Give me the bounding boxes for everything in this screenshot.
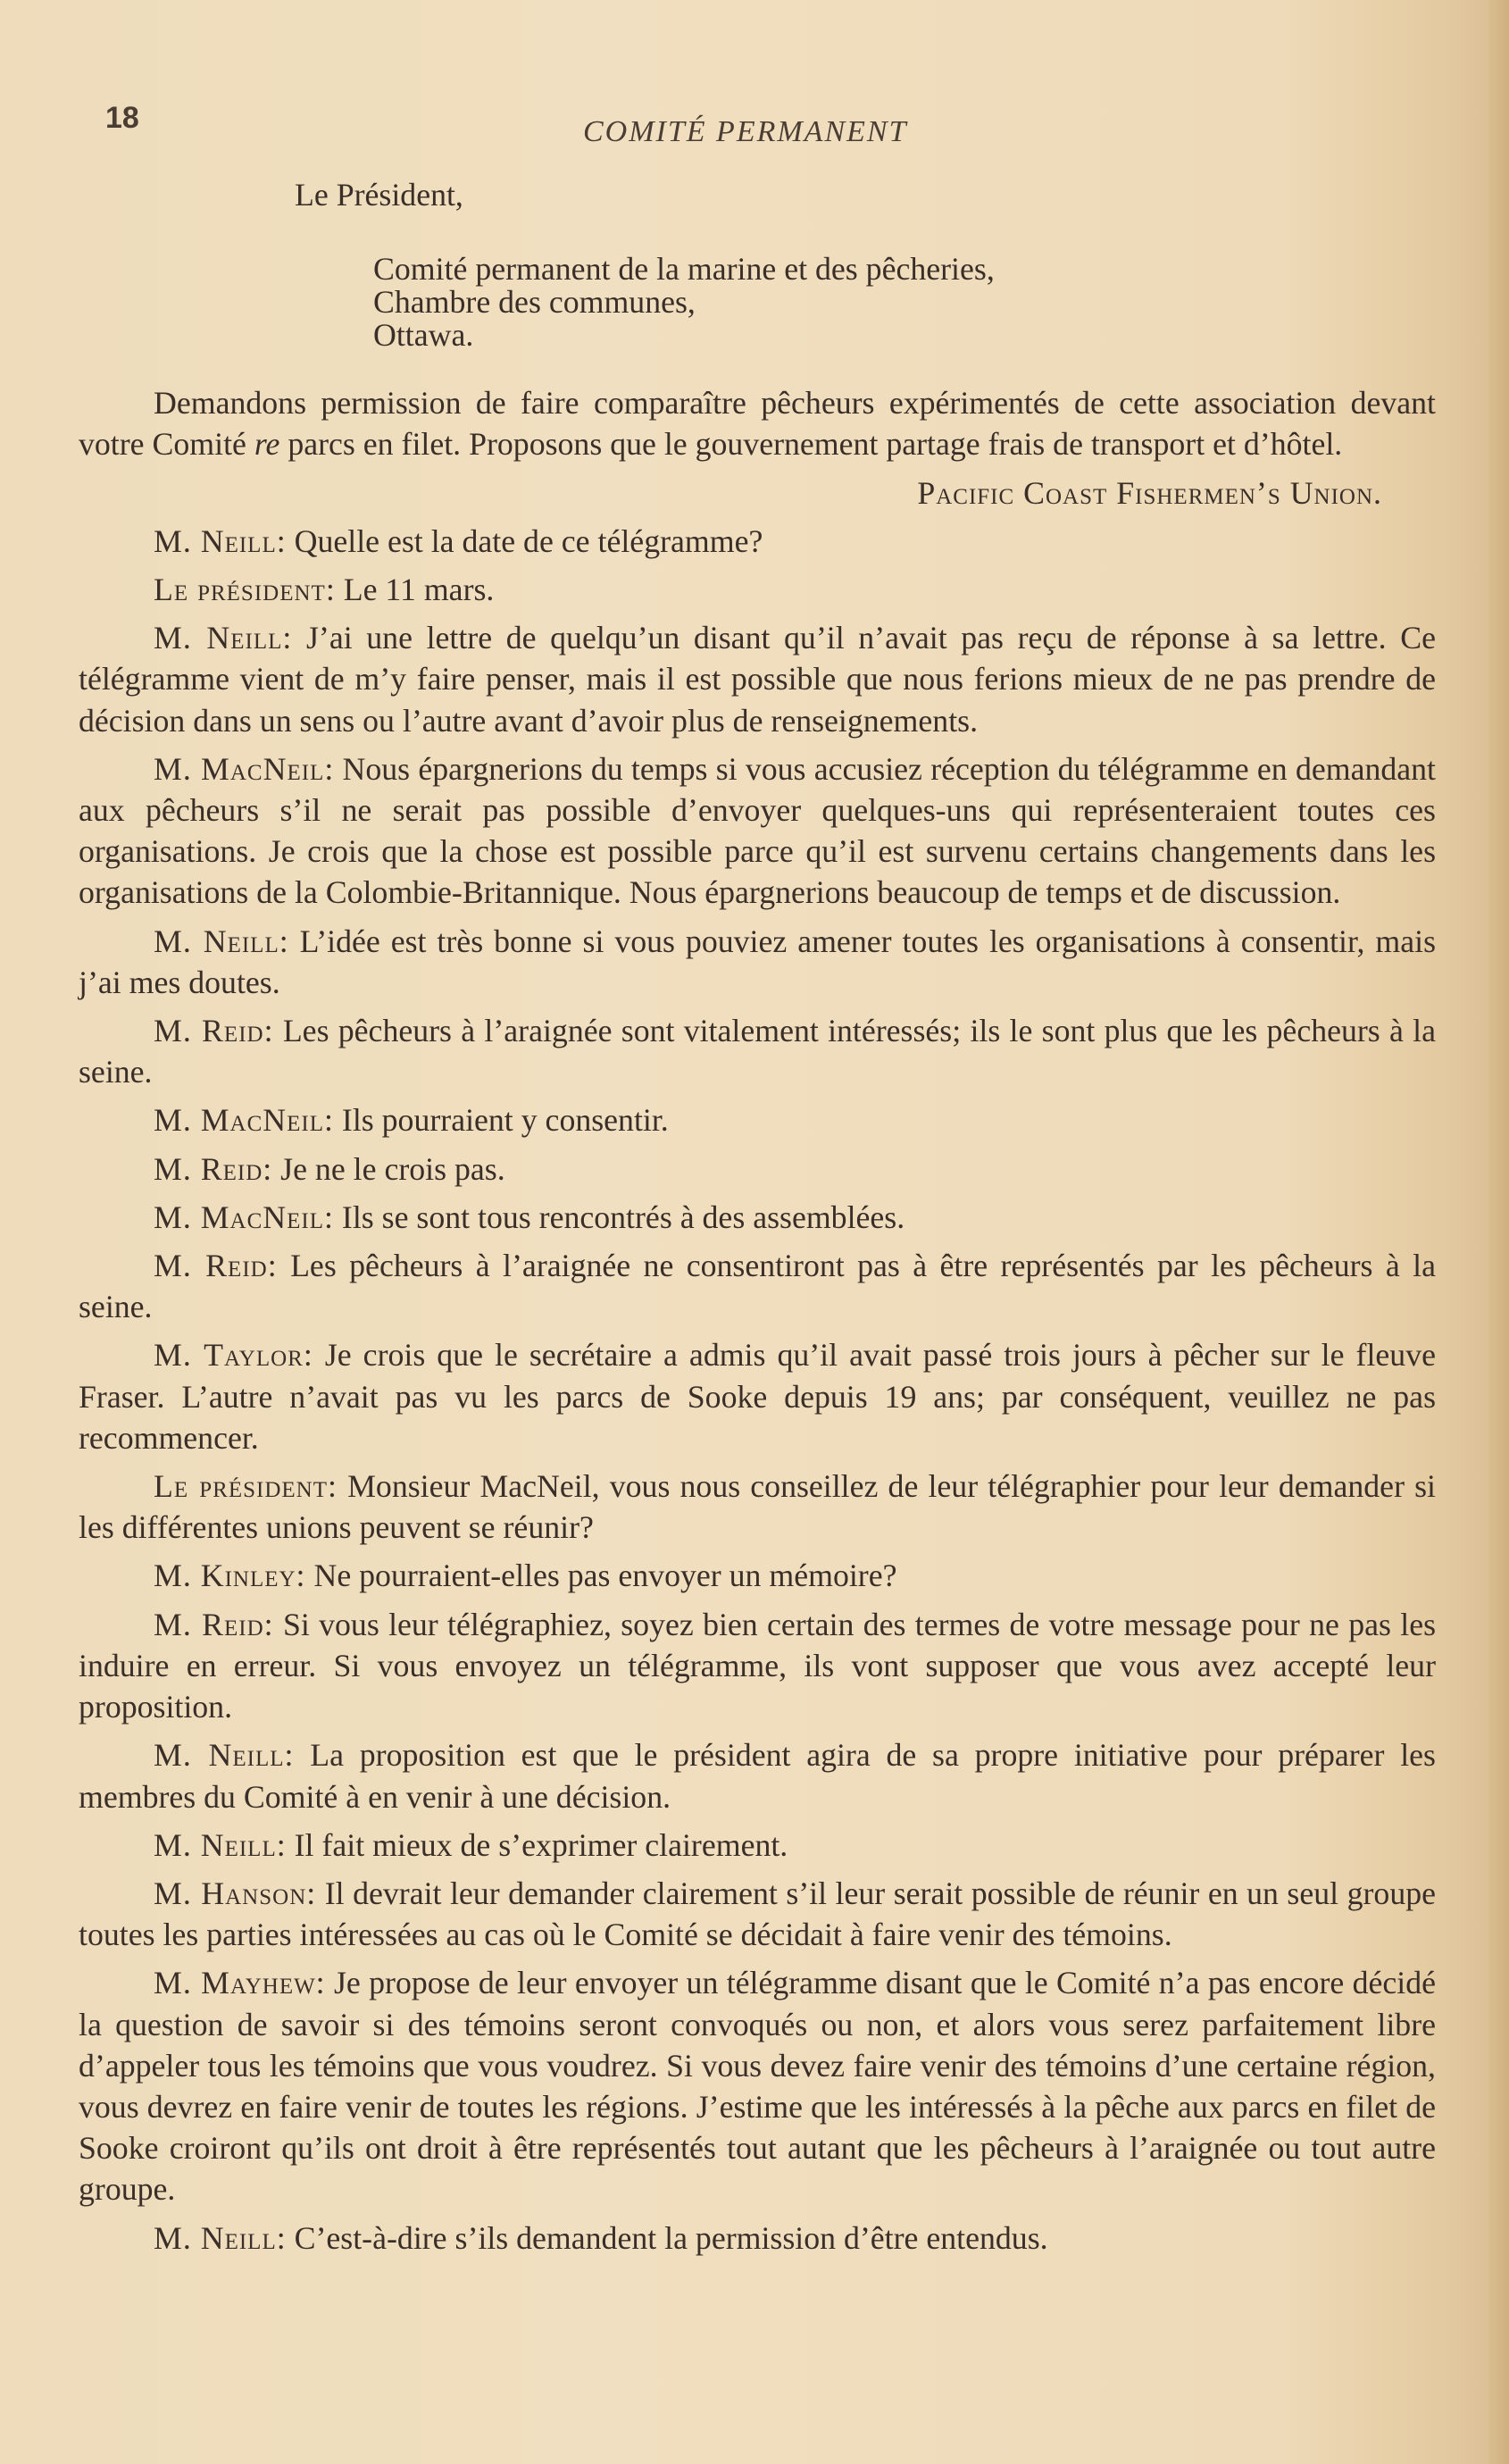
- speaker-name: M. Kinley:: [154, 1558, 306, 1594]
- speech-paragraph: [79, 1334, 1436, 1458]
- speaker-name: M. Neill:: [154, 522, 287, 559]
- speech-text: Monsieur MacNeil, vous nous conseillez de leur télégraphier pour leur demander si les différentes unions peuvent se réunir?: [79, 1468, 1436, 1546]
- speech-paragraph: [79, 1197, 1436, 1238]
- speech-paragraph: [79, 1962, 1436, 2209]
- speech-paragraph: [79, 1466, 1436, 1548]
- speech-text: La proposition est que le président agira de sa propre initiative pour préparer les membres du Comité à en venir à une décision.: [79, 1737, 1436, 1815]
- speaker-name: M. Reid:: [154, 1606, 274, 1642]
- address-line: Comité permanent de la marine et des pêcheries,: [373, 251, 995, 288]
- speech-text: Les pêcheurs à l’araignée ne consentiront pas à être représentés par les pêcheurs à la seine.: [79, 1248, 1436, 1325]
- speech-text: Je crois que le secrétaire a admis qu’il avait passé trois jours à pêcher sur le fleuve Fraser. L’autre n’avait pas vu les parcs de Sooke depuis 19 ans; par conséquent, veuillez ne pas recommencer.: [79, 1337, 1436, 1456]
- page-number: 18: [105, 101, 139, 135]
- speech-text: Quelle est la date de ce télégramme?: [294, 522, 763, 559]
- speech-paragraph: [79, 1873, 1436, 1955]
- speaker-name: M. Hanson:: [154, 1875, 317, 1911]
- speech-text: Ils se sont tous rencontrés à des assemblées.: [341, 1199, 905, 1235]
- speech-text: Je propose de leur envoyer un télégramme disant que le Comité n’a pas encore décidé la question de savoir si des témoins seront convoqués ou non, et alors vous serez parfaitement libre d’appeler tous les témoins que vous voudrez. Si vous devez faire venir des témoins d’une certaine région, vous devrez en faire venir de toutes les régions. J’estime que les intéressés à la pêche aux parcs en filet de Sooke croiront qu’ils ont droit à être représentés tout autant que les pêcheurs à l’araignée ou tout autre groupe.: [79, 1965, 1436, 2208]
- speech-paragraph: [79, 1604, 1436, 1728]
- speech-text: L’idée est très bonne si vous pouviez amener toutes les organisations à consentir, mais j’ai mes doutes.: [79, 923, 1437, 1000]
- speaker-name: M. Neill:: [154, 923, 289, 959]
- speech-paragraph: [79, 521, 1436, 562]
- speaker-name: M. Neill:: [154, 1737, 295, 1774]
- speech-paragraph: [79, 921, 1436, 1003]
- speech-paragraph: [79, 1734, 1436, 1817]
- speaker-name: M. Reid:: [154, 1150, 273, 1187]
- speech-paragraph: [79, 1555, 1436, 1596]
- speech-paragraph: [79, 2218, 1436, 2259]
- address-line: Ottawa.: [373, 317, 474, 354]
- speech-text: Ils pourraient y consentir.: [341, 1102, 669, 1139]
- speech-text: C’est-à-dire s’ils demandent la permission d’être entendus.: [294, 2219, 1048, 2256]
- speaker-name: M. Neill:: [154, 1826, 287, 1863]
- page-edge-shadow: [1486, 0, 1509, 2464]
- speech-paragraph: [79, 617, 1436, 741]
- speech-paragraph: [79, 1010, 1436, 1092]
- speaker-name: M. Taylor:: [154, 1337, 313, 1374]
- running-head: COMITÉ PERMANENT: [583, 115, 908, 148]
- telegram-signature: Pacific Coast Fishermen’s Union.: [917, 474, 1382, 511]
- speaker-name: M. Neill:: [154, 620, 293, 656]
- speech-text: Il devrait leur demander clairement s’il leur serait possible de réunir en un seul groupe toutes les parties intéressées au cas où le Comité se décidait à faire venir des témoins.: [79, 1875, 1437, 1953]
- speaker-name: M. MacNeil:: [154, 1102, 334, 1139]
- address-block: [79, 174, 1436, 352]
- address-lines: [373, 253, 1436, 352]
- speech-text: J’ai une lettre de quelqu’un disant qu’il n’avait pas reçu de réponse à sa lettre. Ce télégramme vient de m’y faire penser, mais il est possible que nous ferions mieux de ne pas prendre de décision dans un sens ou l’autre avant d’avoir plus de renseignements.: [79, 620, 1436, 739]
- speaker-name: M. Mayhew:: [154, 1965, 326, 2001]
- speaker-name: M. MacNeil:: [154, 750, 335, 787]
- speech-text: Ne pourraient-elles pas envoyer un mémoire?: [313, 1558, 897, 1594]
- speaker-name: M. Reid:: [154, 1248, 278, 1284]
- speaker-name: M. Reid:: [154, 1013, 274, 1049]
- page-header: [105, 94, 1404, 147]
- speech-text: Le 11 mars.: [343, 572, 495, 608]
- speech-text: Nous épargnerions du temps si vous accusiez réception du télégramme en demandant aux pêcheurs s’il ne serait pas possible d’envoyer quelques-uns qui représenteraient toutes ces organisations. Je crois que la chose est possible parce qu’il est survenu certains changements dans les organisations de la Colombie-Britannique. Nous épargnerions beaucoup de temps et de discussion.: [79, 750, 1436, 911]
- document-body: [79, 174, 1436, 2259]
- proceedings: [79, 521, 1436, 2259]
- speech-paragraph: [79, 1245, 1436, 1327]
- speech-paragraph: [79, 748, 1436, 914]
- speaker-name: M. MacNeil:: [154, 1199, 334, 1235]
- speaker-name: Le président:: [154, 1468, 338, 1505]
- speaker-name: M. Neill:: [154, 2219, 287, 2256]
- speech-paragraph: [79, 1825, 1436, 1866]
- speech-text: Si vous leur télégraphiez, soyez bien certain des termes de votre message pour ne pas les induire en erreur. Si vous envoyez un télégramme, ils vont supposer que vous avez accepté leur proposition.: [79, 1606, 1437, 1725]
- speech-paragraph: [79, 1148, 1436, 1190]
- speech-text: Je ne le crois pas.: [280, 1150, 505, 1187]
- address-salutation: Le Président,: [295, 177, 463, 213]
- speech-text: Les pêcheurs à l’araignée sont vitalement intéressés; ils le sont plus que les pêcheurs à la seine.: [79, 1013, 1437, 1090]
- speaker-name: Le président:: [154, 572, 336, 608]
- speech-text: Il fait mieux de s’exprimer clairement.: [294, 1826, 788, 1863]
- speech-paragraph: [79, 569, 1436, 610]
- speech-paragraph: [79, 1099, 1436, 1140]
- telegram-text: Demandons permission de faire comparaître pêcheurs expérimentés de cette association devant votre Comité re parcs en filet. Proposons que le gouvernement partage frais de transport et d’hôtel.: [79, 385, 1436, 463]
- address-line: Chambre des communes,: [373, 284, 696, 321]
